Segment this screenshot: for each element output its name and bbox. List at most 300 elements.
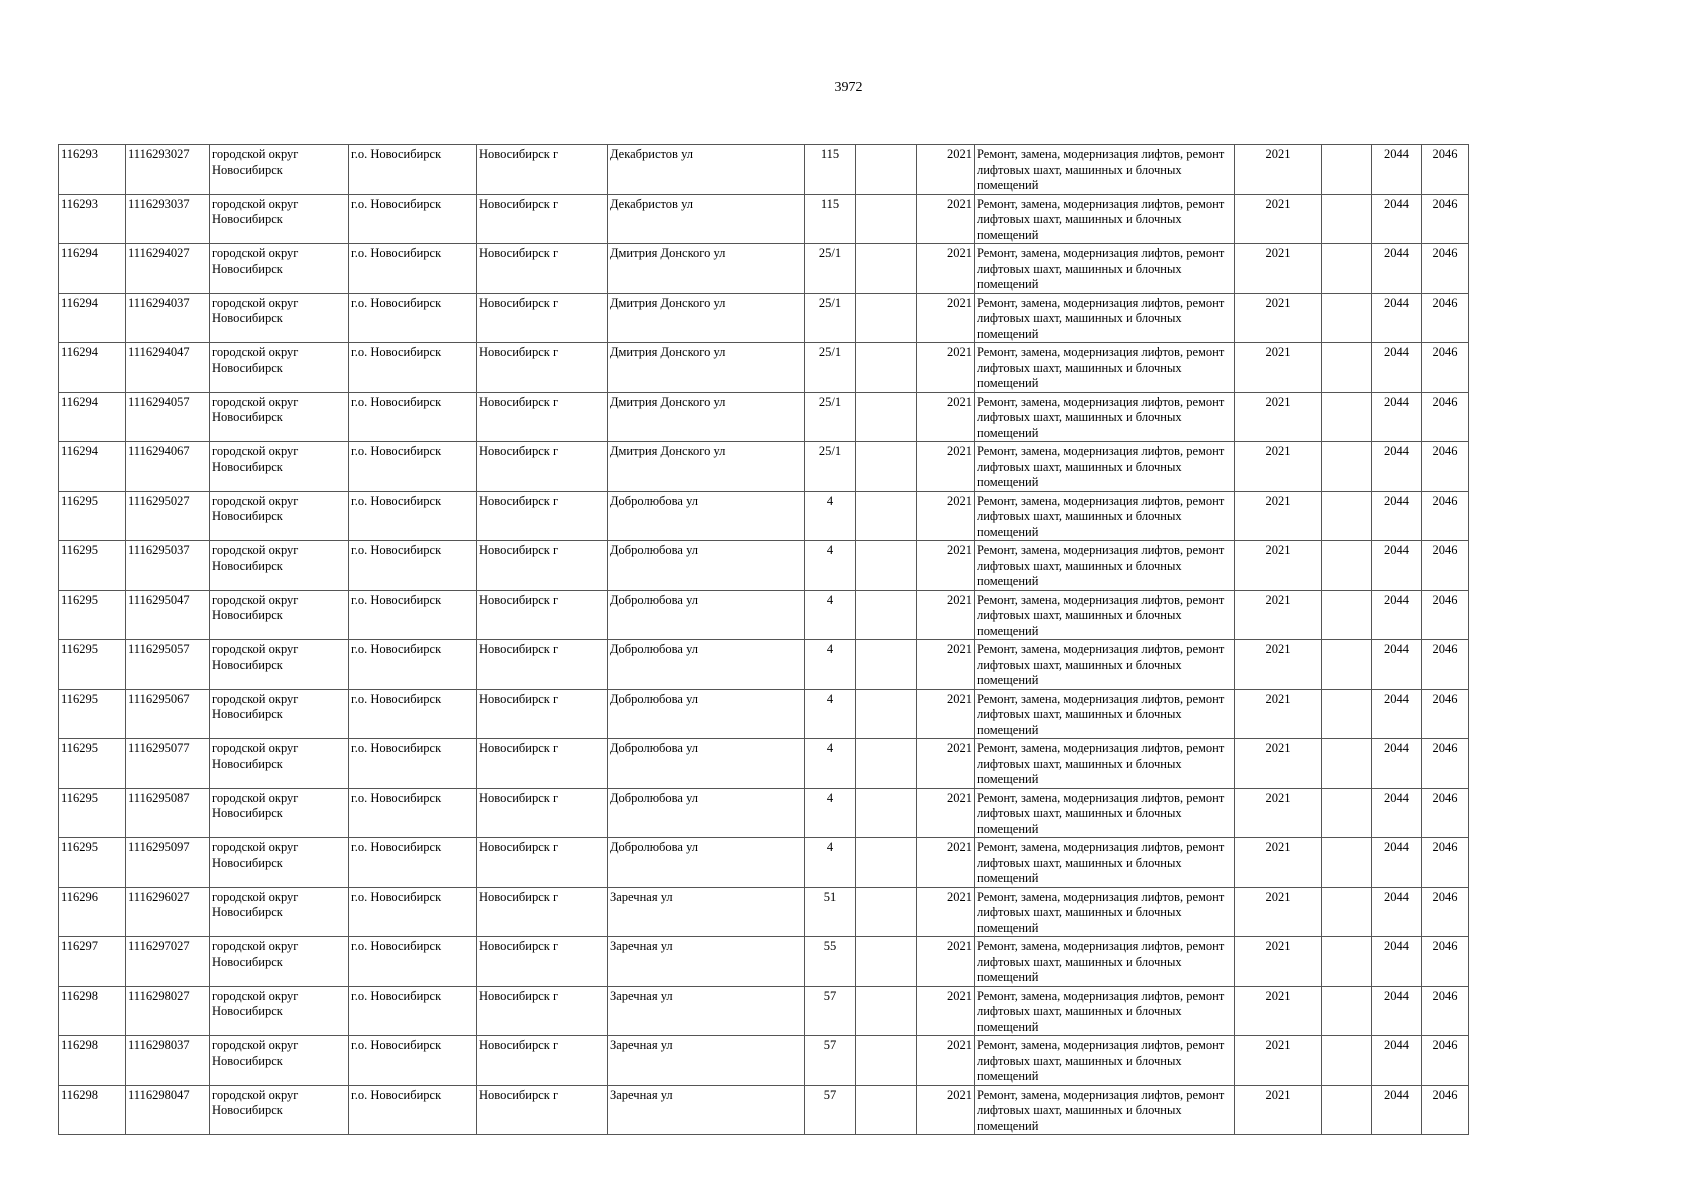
cell-element-code: 1116294037 <box>126 293 210 343</box>
cell-house-number: 4 <box>805 838 856 888</box>
registry-table <box>58 144 1469 1135</box>
table-row <box>59 640 1469 690</box>
cell-year-next: 2044 <box>1372 838 1422 888</box>
cell-year-final: 2046 <box>1422 293 1469 343</box>
cell-record-id: 116294 <box>59 293 126 343</box>
cell-year-final: 2046 <box>1422 343 1469 393</box>
cell-work-type: Ремонт, замена, модернизация лифтов, ремонт лифтовых шахт, машинных и блочных помещений <box>975 343 1235 393</box>
cell-municipality: городской округ Новосибирск <box>210 986 349 1036</box>
table-row <box>59 986 1469 1036</box>
cell-year-final: 2046 <box>1422 887 1469 937</box>
table-row <box>59 343 1469 393</box>
cell-municipality: городской округ Новосибирск <box>210 343 349 393</box>
cell-municipal-short: г.о. Новосибирск <box>349 244 477 294</box>
cell-municipal-short: г.о. Новосибирск <box>349 986 477 1036</box>
cell-element-code: 1116295047 <box>126 590 210 640</box>
cell-year-planned: 2021 <box>917 244 975 294</box>
cell-year-start: 2021 <box>1235 739 1322 789</box>
cell-building <box>856 739 917 789</box>
cell-municipal-short: г.о. Новосибирск <box>349 392 477 442</box>
cell-street: Добролюбова ул <box>608 739 805 789</box>
cell-settlement: Новосибирск г <box>477 887 608 937</box>
cell-record-id: 116295 <box>59 788 126 838</box>
cell-year-start: 2021 <box>1235 1036 1322 1086</box>
cell-record-id: 116295 <box>59 689 126 739</box>
cell-record-id: 116294 <box>59 244 126 294</box>
cell-year-start: 2021 <box>1235 887 1322 937</box>
cell-building <box>856 491 917 541</box>
cell-element-code: 1116294027 <box>126 244 210 294</box>
cell-building <box>856 640 917 690</box>
cell-building <box>856 986 917 1036</box>
cell-house-number: 57 <box>805 1036 856 1086</box>
cell-house-number: 4 <box>805 590 856 640</box>
cell-year-next: 2044 <box>1372 590 1422 640</box>
cell-settlement: Новосибирск г <box>477 739 608 789</box>
cell-year-start: 2021 <box>1235 689 1322 739</box>
table-row <box>59 1036 1469 1086</box>
cell-work-type: Ремонт, замена, модернизация лифтов, ремонт лифтовых шахт, машинных и блочных помещений <box>975 194 1235 244</box>
cell-settlement: Новосибирск г <box>477 986 608 1036</box>
cell-empty <box>1322 392 1372 442</box>
cell-year-next: 2044 <box>1372 788 1422 838</box>
cell-empty <box>1322 1085 1372 1135</box>
cell-street: Добролюбова ул <box>608 788 805 838</box>
cell-record-id: 116295 <box>59 491 126 541</box>
cell-settlement: Новосибирск г <box>477 1085 608 1135</box>
table-row <box>59 293 1469 343</box>
cell-year-final: 2046 <box>1422 590 1469 640</box>
cell-building <box>856 1036 917 1086</box>
cell-record-id: 116294 <box>59 392 126 442</box>
cell-empty <box>1322 491 1372 541</box>
cell-empty <box>1322 788 1372 838</box>
cell-year-planned: 2021 <box>917 937 975 987</box>
cell-street: Дмитрия Донского ул <box>608 293 805 343</box>
table-row <box>59 244 1469 294</box>
cell-element-code: 1116295057 <box>126 640 210 690</box>
cell-year-final: 2046 <box>1422 145 1469 195</box>
cell-record-id: 116298 <box>59 1085 126 1135</box>
cell-house-number: 115 <box>805 145 856 195</box>
cell-element-code: 1116293027 <box>126 145 210 195</box>
table-row <box>59 194 1469 244</box>
cell-empty <box>1322 343 1372 393</box>
cell-year-planned: 2021 <box>917 887 975 937</box>
cell-house-number: 25/1 <box>805 442 856 492</box>
cell-year-final: 2046 <box>1422 788 1469 838</box>
cell-settlement: Новосибирск г <box>477 442 608 492</box>
cell-element-code: 1116295027 <box>126 491 210 541</box>
cell-house-number: 4 <box>805 788 856 838</box>
cell-year-next: 2044 <box>1372 1085 1422 1135</box>
cell-element-code: 1116294047 <box>126 343 210 393</box>
cell-year-planned: 2021 <box>917 194 975 244</box>
cell-house-number: 4 <box>805 640 856 690</box>
cell-empty <box>1322 986 1372 1036</box>
cell-work-type: Ремонт, замена, модернизация лифтов, ремонт лифтовых шахт, машинных и блочных помещений <box>975 541 1235 591</box>
cell-year-next: 2044 <box>1372 293 1422 343</box>
cell-year-start: 2021 <box>1235 293 1322 343</box>
cell-municipality: городской округ Новосибирск <box>210 689 349 739</box>
cell-house-number: 4 <box>805 739 856 789</box>
cell-year-final: 2046 <box>1422 937 1469 987</box>
cell-street: Заречная ул <box>608 986 805 1036</box>
cell-street: Заречная ул <box>608 887 805 937</box>
cell-year-next: 2044 <box>1372 739 1422 789</box>
cell-empty <box>1322 838 1372 888</box>
cell-record-id: 116297 <box>59 937 126 987</box>
cell-municipality: городской округ Новосибирск <box>210 1036 349 1086</box>
cell-record-id: 116293 <box>59 145 126 195</box>
registry-body <box>59 145 1469 1135</box>
cell-municipality: городской округ Новосибирск <box>210 293 349 343</box>
cell-settlement: Новосибирск г <box>477 293 608 343</box>
cell-year-next: 2044 <box>1372 244 1422 294</box>
cell-building <box>856 689 917 739</box>
cell-year-start: 2021 <box>1235 541 1322 591</box>
cell-work-type: Ремонт, замена, модернизация лифтов, ремонт лифтовых шахт, машинных и блочных помещений <box>975 640 1235 690</box>
cell-year-final: 2046 <box>1422 689 1469 739</box>
cell-year-next: 2044 <box>1372 491 1422 541</box>
cell-year-planned: 2021 <box>917 590 975 640</box>
cell-year-final: 2046 <box>1422 1036 1469 1086</box>
cell-house-number: 57 <box>805 1085 856 1135</box>
cell-empty <box>1322 244 1372 294</box>
cell-settlement: Новосибирск г <box>477 937 608 987</box>
cell-building <box>856 293 917 343</box>
cell-municipality: городской округ Новосибирск <box>210 788 349 838</box>
cell-year-next: 2044 <box>1372 194 1422 244</box>
cell-settlement: Новосибирск г <box>477 1036 608 1086</box>
cell-year-next: 2044 <box>1372 937 1422 987</box>
cell-year-start: 2021 <box>1235 491 1322 541</box>
cell-settlement: Новосибирск г <box>477 145 608 195</box>
cell-house-number: 4 <box>805 491 856 541</box>
cell-empty <box>1322 1036 1372 1086</box>
cell-record-id: 116295 <box>59 590 126 640</box>
cell-house-number: 55 <box>805 937 856 987</box>
cell-municipality: городской округ Новосибирск <box>210 739 349 789</box>
cell-building <box>856 442 917 492</box>
cell-year-start: 2021 <box>1235 937 1322 987</box>
cell-building <box>856 244 917 294</box>
cell-year-planned: 2021 <box>917 689 975 739</box>
cell-house-number: 25/1 <box>805 244 856 294</box>
page-number: 3972 <box>834 80 863 95</box>
cell-settlement: Новосибирск г <box>477 343 608 393</box>
cell-house-number: 57 <box>805 986 856 1036</box>
cell-work-type: Ремонт, замена, модернизация лифтов, ремонт лифтовых шахт, машинных и блочных помещений <box>975 937 1235 987</box>
cell-building <box>856 1085 917 1135</box>
cell-municipal-short: г.о. Новосибирск <box>349 640 477 690</box>
table-row <box>59 1085 1469 1135</box>
cell-year-final: 2046 <box>1422 244 1469 294</box>
cell-building <box>856 788 917 838</box>
cell-record-id: 116295 <box>59 739 126 789</box>
cell-record-id: 116295 <box>59 541 126 591</box>
cell-house-number: 51 <box>805 887 856 937</box>
cell-year-planned: 2021 <box>917 442 975 492</box>
cell-year-final: 2046 <box>1422 986 1469 1036</box>
cell-municipality: городской округ Новосибирск <box>210 392 349 442</box>
cell-work-type: Ремонт, замена, модернизация лифтов, ремонт лифтовых шахт, машинных и блочных помещений <box>975 392 1235 442</box>
cell-year-start: 2021 <box>1235 442 1322 492</box>
cell-record-id: 116294 <box>59 442 126 492</box>
cell-work-type: Ремонт, замена, модернизация лифтов, ремонт лифтовых шахт, машинных и блочных помещений <box>975 442 1235 492</box>
table-row <box>59 442 1469 492</box>
cell-settlement: Новосибирск г <box>477 491 608 541</box>
cell-empty <box>1322 937 1372 987</box>
cell-year-final: 2046 <box>1422 1085 1469 1135</box>
cell-empty <box>1322 640 1372 690</box>
cell-year-final: 2046 <box>1422 541 1469 591</box>
cell-year-start: 2021 <box>1235 343 1322 393</box>
cell-settlement: Новосибирск г <box>477 194 608 244</box>
cell-work-type: Ремонт, замена, модернизация лифтов, ремонт лифтовых шахт, машинных и блочных помещений <box>975 1036 1235 1086</box>
cell-house-number: 25/1 <box>805 343 856 393</box>
cell-municipal-short: г.о. Новосибирск <box>349 145 477 195</box>
cell-building <box>856 887 917 937</box>
cell-municipal-short: г.о. Новосибирск <box>349 442 477 492</box>
cell-element-code: 1116295077 <box>126 739 210 789</box>
cell-work-type: Ремонт, замена, модернизация лифтов, ремонт лифтовых шахт, машинных и блочных помещений <box>975 887 1235 937</box>
cell-building <box>856 145 917 195</box>
cell-house-number: 25/1 <box>805 392 856 442</box>
cell-year-start: 2021 <box>1235 1085 1322 1135</box>
cell-element-code: 1116295067 <box>126 689 210 739</box>
cell-year-next: 2044 <box>1372 640 1422 690</box>
cell-year-next: 2044 <box>1372 689 1422 739</box>
cell-empty <box>1322 590 1372 640</box>
table-row <box>59 392 1469 442</box>
table-row <box>59 541 1469 591</box>
cell-year-start: 2021 <box>1235 838 1322 888</box>
cell-municipality: городской округ Новосибирск <box>210 442 349 492</box>
cell-year-next: 2044 <box>1372 343 1422 393</box>
cell-municipal-short: г.о. Новосибирск <box>349 491 477 541</box>
cell-year-final: 2046 <box>1422 392 1469 442</box>
cell-empty <box>1322 442 1372 492</box>
cell-municipal-short: г.о. Новосибирск <box>349 838 477 888</box>
cell-street: Дмитрия Донского ул <box>608 244 805 294</box>
cell-empty <box>1322 145 1372 195</box>
cell-element-code: 1116294057 <box>126 392 210 442</box>
cell-building <box>856 194 917 244</box>
cell-year-next: 2044 <box>1372 986 1422 1036</box>
cell-work-type: Ремонт, замена, модернизация лифтов, ремонт лифтовых шахт, машинных и блочных помещений <box>975 739 1235 789</box>
cell-municipality: городской округ Новосибирск <box>210 838 349 888</box>
cell-empty <box>1322 887 1372 937</box>
table-row <box>59 788 1469 838</box>
cell-municipality: городской округ Новосибирск <box>210 590 349 640</box>
cell-settlement: Новосибирск г <box>477 392 608 442</box>
cell-work-type: Ремонт, замена, модернизация лифтов, ремонт лифтовых шахт, машинных и блочных помещений <box>975 590 1235 640</box>
cell-street: Заречная ул <box>608 1036 805 1086</box>
cell-municipal-short: г.о. Новосибирск <box>349 739 477 789</box>
cell-street: Дмитрия Донского ул <box>608 442 805 492</box>
cell-element-code: 1116297027 <box>126 937 210 987</box>
cell-building <box>856 343 917 393</box>
cell-work-type: Ремонт, замена, модернизация лифтов, ремонт лифтовых шахт, машинных и блочных помещений <box>975 1085 1235 1135</box>
table-row <box>59 887 1469 937</box>
cell-street: Добролюбова ул <box>608 838 805 888</box>
cell-municipality: городской округ Новосибирск <box>210 640 349 690</box>
cell-settlement: Новосибирск г <box>477 244 608 294</box>
cell-record-id: 116293 <box>59 194 126 244</box>
cell-settlement: Новосибирск г <box>477 640 608 690</box>
cell-year-planned: 2021 <box>917 739 975 789</box>
cell-municipality: городской округ Новосибирск <box>210 491 349 541</box>
cell-house-number: 4 <box>805 541 856 591</box>
cell-year-start: 2021 <box>1235 244 1322 294</box>
cell-record-id: 116294 <box>59 343 126 393</box>
cell-work-type: Ремонт, замена, модернизация лифтов, ремонт лифтовых шахт, машинных и блочных помещений <box>975 689 1235 739</box>
cell-year-planned: 2021 <box>917 541 975 591</box>
cell-municipal-short: г.о. Новосибирск <box>349 887 477 937</box>
cell-empty <box>1322 541 1372 591</box>
cell-year-planned: 2021 <box>917 491 975 541</box>
table-row <box>59 838 1469 888</box>
cell-element-code: 1116294067 <box>126 442 210 492</box>
cell-municipality: городской округ Новосибирск <box>210 244 349 294</box>
cell-record-id: 116296 <box>59 887 126 937</box>
cell-work-type: Ремонт, замена, модернизация лифтов, ремонт лифтовых шахт, машинных и блочных помещений <box>975 838 1235 888</box>
cell-municipal-short: г.о. Новосибирск <box>349 937 477 987</box>
cell-year-next: 2044 <box>1372 442 1422 492</box>
cell-year-planned: 2021 <box>917 145 975 195</box>
cell-year-final: 2046 <box>1422 640 1469 690</box>
cell-year-next: 2044 <box>1372 541 1422 591</box>
cell-element-code: 1116298027 <box>126 986 210 1036</box>
cell-year-final: 2046 <box>1422 194 1469 244</box>
cell-year-next: 2044 <box>1372 1036 1422 1086</box>
cell-municipal-short: г.о. Новосибирск <box>349 590 477 640</box>
cell-street: Добролюбова ул <box>608 640 805 690</box>
cell-year-start: 2021 <box>1235 640 1322 690</box>
cell-element-code: 1116293037 <box>126 194 210 244</box>
cell-municipal-short: г.о. Новосибирск <box>349 194 477 244</box>
cell-year-start: 2021 <box>1235 392 1322 442</box>
cell-work-type: Ремонт, замена, модернизация лифтов, ремонт лифтовых шахт, машинных и блочных помещений <box>975 788 1235 838</box>
cell-element-code: 1116298037 <box>126 1036 210 1086</box>
cell-year-final: 2046 <box>1422 442 1469 492</box>
cell-street: Добролюбова ул <box>608 590 805 640</box>
cell-year-final: 2046 <box>1422 491 1469 541</box>
table-row <box>59 590 1469 640</box>
cell-street: Добролюбова ул <box>608 689 805 739</box>
cell-year-planned: 2021 <box>917 640 975 690</box>
cell-street: Добролюбова ул <box>608 491 805 541</box>
cell-element-code: 1116295097 <box>126 838 210 888</box>
table-row <box>59 491 1469 541</box>
cell-year-start: 2021 <box>1235 788 1322 838</box>
cell-year-planned: 2021 <box>917 788 975 838</box>
cell-empty <box>1322 293 1372 343</box>
cell-municipality: городской округ Новосибирск <box>210 887 349 937</box>
cell-municipality: городской округ Новосибирск <box>210 145 349 195</box>
cell-record-id: 116298 <box>59 986 126 1036</box>
cell-year-next: 2044 <box>1372 145 1422 195</box>
cell-work-type: Ремонт, замена, модернизация лифтов, ремонт лифтовых шахт, машинных и блочных помещений <box>975 145 1235 195</box>
cell-element-code: 1116295087 <box>126 788 210 838</box>
cell-municipal-short: г.о. Новосибирск <box>349 293 477 343</box>
cell-municipal-short: г.о. Новосибирск <box>349 689 477 739</box>
cell-year-start: 2021 <box>1235 986 1322 1036</box>
cell-building <box>856 937 917 987</box>
table-row <box>59 739 1469 789</box>
cell-building <box>856 590 917 640</box>
cell-element-code: 1116295037 <box>126 541 210 591</box>
cell-street: Дмитрия Донского ул <box>608 392 805 442</box>
cell-empty <box>1322 739 1372 789</box>
cell-work-type: Ремонт, замена, модернизация лифтов, ремонт лифтовых шахт, машинных и блочных помещений <box>975 244 1235 294</box>
cell-work-type: Ремонт, замена, модернизация лифтов, ремонт лифтовых шахт, машинных и блочных помещений <box>975 986 1235 1036</box>
cell-work-type: Ремонт, замена, модернизация лифтов, ремонт лифтовых шахт, машинных и блочных помещений <box>975 491 1235 541</box>
cell-building <box>856 838 917 888</box>
cell-building <box>856 392 917 442</box>
cell-work-type: Ремонт, замена, модернизация лифтов, ремонт лифтовых шахт, машинных и блочных помещений <box>975 293 1235 343</box>
cell-municipality: городской округ Новосибирск <box>210 194 349 244</box>
cell-year-start: 2021 <box>1235 145 1322 195</box>
cell-municipal-short: г.о. Новосибирск <box>349 541 477 591</box>
cell-house-number: 25/1 <box>805 293 856 343</box>
cell-record-id: 116295 <box>59 838 126 888</box>
cell-year-final: 2046 <box>1422 838 1469 888</box>
cell-house-number: 115 <box>805 194 856 244</box>
table-row <box>59 689 1469 739</box>
cell-street: Заречная ул <box>608 937 805 987</box>
cell-empty <box>1322 689 1372 739</box>
table-row <box>59 937 1469 987</box>
cell-year-start: 2021 <box>1235 590 1322 640</box>
cell-year-next: 2044 <box>1372 887 1422 937</box>
cell-year-planned: 2021 <box>917 986 975 1036</box>
cell-settlement: Новосибирск г <box>477 541 608 591</box>
cell-street: Декабристов ул <box>608 194 805 244</box>
cell-settlement: Новосибирск г <box>477 788 608 838</box>
cell-municipality: городской округ Новосибирск <box>210 937 349 987</box>
cell-settlement: Новосибирск г <box>477 590 608 640</box>
cell-year-planned: 2021 <box>917 392 975 442</box>
cell-street: Добролюбова ул <box>608 541 805 591</box>
cell-year-planned: 2021 <box>917 1085 975 1135</box>
cell-municipality: городской округ Новосибирск <box>210 1085 349 1135</box>
cell-house-number: 4 <box>805 689 856 739</box>
table-row <box>59 145 1469 195</box>
cell-street: Декабристов ул <box>608 145 805 195</box>
cell-building <box>856 541 917 591</box>
cell-year-planned: 2021 <box>917 838 975 888</box>
cell-year-next: 2044 <box>1372 392 1422 442</box>
cell-element-code: 1116296027 <box>126 887 210 937</box>
cell-year-start: 2021 <box>1235 194 1322 244</box>
cell-municipality: городской округ Новосибирск <box>210 541 349 591</box>
cell-empty <box>1322 194 1372 244</box>
cell-year-planned: 2021 <box>917 293 975 343</box>
cell-municipal-short: г.о. Новосибирск <box>349 1085 477 1135</box>
cell-street: Заречная ул <box>608 1085 805 1135</box>
cell-record-id: 116295 <box>59 640 126 690</box>
cell-settlement: Новосибирск г <box>477 689 608 739</box>
cell-element-code: 1116298047 <box>126 1085 210 1135</box>
cell-street: Дмитрия Донского ул <box>608 343 805 393</box>
cell-municipal-short: г.о. Новосибирск <box>349 343 477 393</box>
cell-municipal-short: г.о. Новосибирск <box>349 1036 477 1086</box>
cell-year-planned: 2021 <box>917 343 975 393</box>
cell-settlement: Новосибирск г <box>477 838 608 888</box>
cell-record-id: 116298 <box>59 1036 126 1086</box>
